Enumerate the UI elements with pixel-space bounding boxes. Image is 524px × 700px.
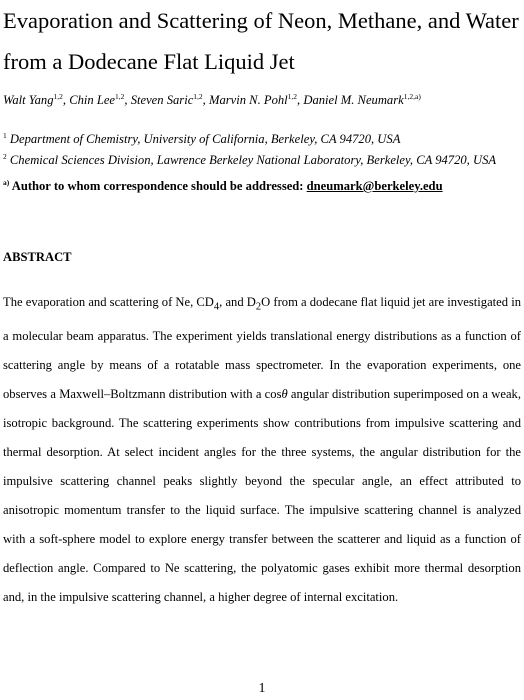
author [69,93,131,107]
page-number: 1 [258,681,266,696]
correspondence-note [3,178,521,194]
correspondence-text: Author to whom correspondence should be addressed: [11,179,307,193]
affiliation-text: Department of Chemistry, University of California, Berkeley, CA 94720, USA [9,132,401,146]
subscript: 4 [213,301,220,313]
author-name: Marvin N. Pohl [208,93,288,107]
author-name: Chin Lee [69,93,116,107]
abstract-segment: O from a dodecane flat liquid jet are investigated in a molecular beam apparatus. The experiment yields translational energy distributions as a function of scattering angle by means of a rotatable mass spectrometer. In the evaporation experiments, one observes a Maxwell–Boltzmann distribution with a cos [3,295,521,401]
author-list [3,92,521,108]
author-name: Steven Saric [130,93,194,107]
correspondence-email-link[interactable]: dneumark@berkeley.edu [306,179,443,193]
author-separator: , [297,93,304,107]
author-separator: , [202,93,209,107]
author [303,93,420,107]
author-separator: , [124,93,131,107]
author-separator: , [62,93,70,107]
author-affiliation-mark: 1,2,a) [403,92,421,101]
affiliation-mark: 2 [3,152,7,161]
affiliation-text: Chemical Sciences Division, Lawrence Berkeley National Laboratory, Berkeley, CA 94720, USA [9,153,497,167]
author-name: Daniel M. Neumark [303,93,404,107]
author-affiliation-mark: 1,2 [193,92,203,101]
theta-symbol: θ [281,386,288,401]
abstract-heading: ABSTRACT [3,250,72,264]
abstract-segment: , and D [219,295,256,309]
author-affiliation-mark: 1,2 [115,92,125,101]
author [131,93,209,107]
author-affiliation-mark: 1,2 [287,92,298,101]
paper-title: Evaporation and Scattering of Neon, Methane, and Water from a Dodecane Flat Liquid Jet [3,8,519,74]
abstract-segment: angular distribution superimposed on a weak, isotropic background. The scattering experiments show contributions from impulsive scattering and thermal desorption. At select incident angles for the three systems, the angular distribution for the impulsive scattering channel peaks slightly beyond the specular angle, an effect attributed to anisotropic momentum transfer to the liquid surface. The impulsive scattering channel is analyzed with a soft-sphere model to explore energy transfer between the scatterer and liquid as a function of deflection angle. Compared to Ne scattering, the polyatomic gases exhibit more thermal desorption and, in the impulsive scattering channel, a higher degree of internal excitation. [3,386,521,605]
affiliation-2 [3,152,521,168]
author-name: Walt Yang [3,93,54,107]
abstract-text [3,288,521,613]
subscript: 2 [255,301,262,313]
author [209,93,303,107]
affiliation-1 [3,131,521,147]
correspondence-mark: a) [3,178,10,187]
affiliation-mark: 1 [3,131,7,140]
author [3,93,69,107]
abstract-segment: The evaporation and scattering of Ne, CD [3,295,214,309]
author-affiliation-mark: 1,2 [53,92,63,101]
